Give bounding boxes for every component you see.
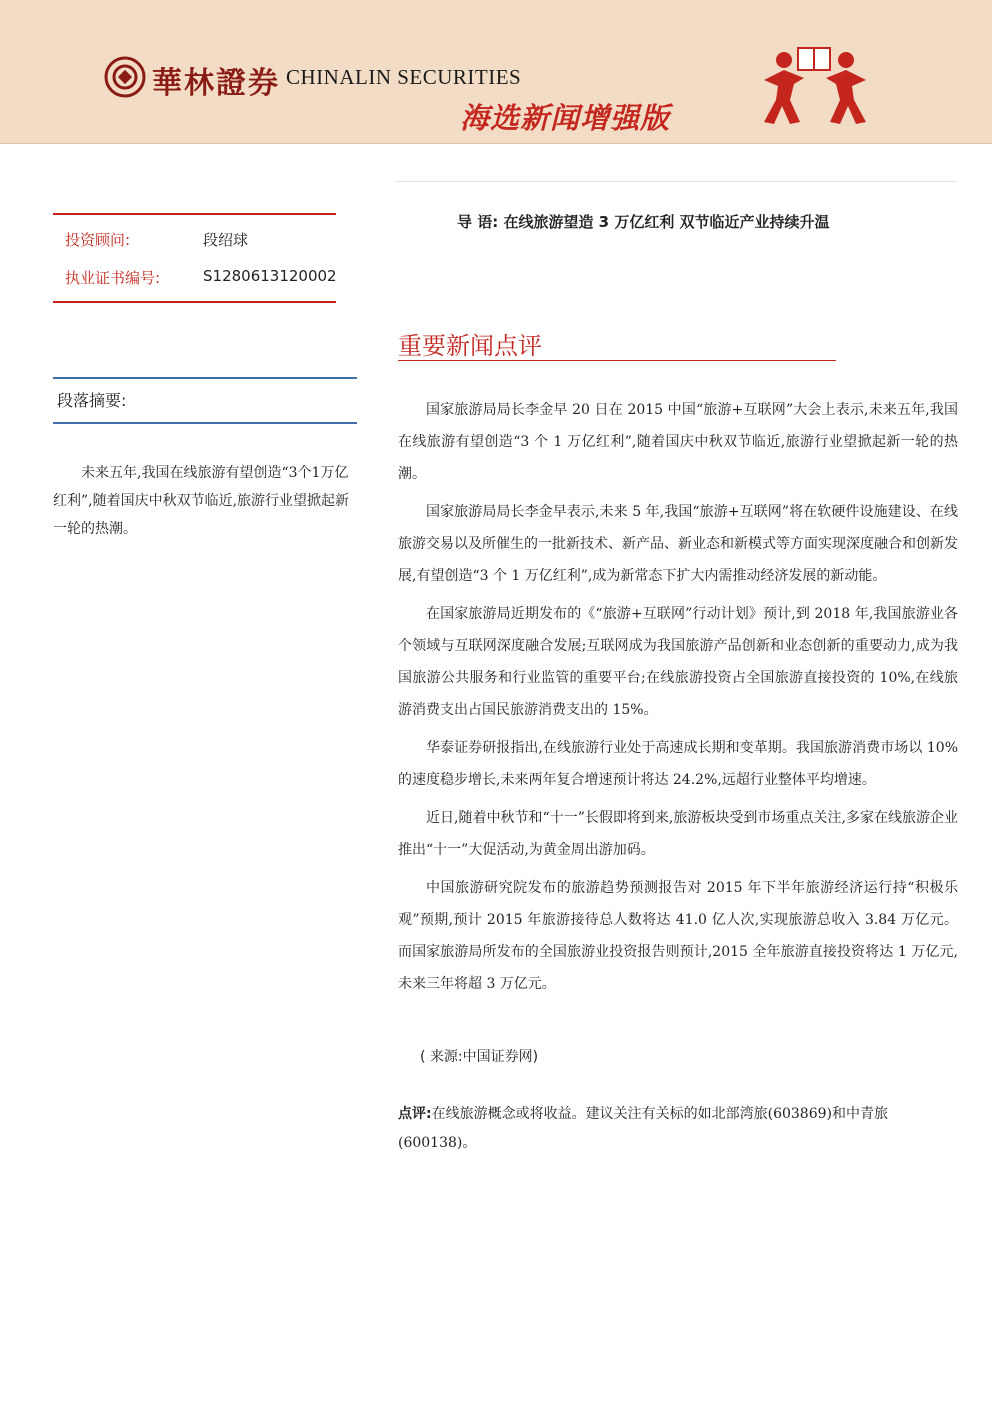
- article-paragraph: 近日,随着中秋节和“十一”长假即将到来,旅游板块受到市场重点关注,多家在线旅游企业推出“十一”大促活动,为黄金周出游加码。: [398, 810, 958, 858]
- header-band: [0, 0, 992, 144]
- advisor-info: [53, 213, 336, 303]
- comment-block: [398, 1100, 956, 1158]
- comment-text: 在线旅游概念或将收益。建议关注有关标的如北部湾旅(603869)和中青旅(600138)。: [398, 1106, 888, 1151]
- advisor-name-value: 段绍球: [203, 231, 249, 249]
- edition-title: 海选新闻增强版: [460, 101, 671, 135]
- top-divider: [395, 181, 957, 182]
- advisor-cert-row: [53, 253, 336, 291]
- comment-label: 点评:: [398, 1106, 432, 1122]
- company-name-en: CHINALIN SECURITIES: [286, 65, 522, 89]
- advisor-name-label: 投资顾问:: [65, 231, 131, 249]
- summary-box: [53, 377, 357, 543]
- summary-text: 未来五年,我国在线旅游有望创造“3个1万亿红利”,随着国庆中秋双节临近,旅游行业望掀起新一轮的热潮。: [53, 465, 350, 537]
- article-paragraph: 华泰证券研报指出,在线旅游行业处于高速成长期和变革期。我国旅游消费市场以 10%的速度稳步增长,未来两年复合增速预计将达 24.2%,远超行业整体平均增速。: [398, 740, 958, 788]
- news-source: ( 来源:中国证券网): [420, 1049, 539, 1065]
- advisor-name-row: [53, 215, 336, 253]
- article-paragraph: 国家旅游局局长李金早 20 日在 2015 中国“旅游+互联网”大会上表示,未来五年,我国在线旅游有望创造“3 个 1 万亿红利”,随着国庆中秋双节临近,旅游行业望掀起新一轮的热潮。: [398, 402, 958, 482]
- company-name-cn: 華林證券: [152, 66, 280, 101]
- summary-title: 段落摘要:: [57, 391, 127, 410]
- advisor-cert-label: 执业证书编号:: [65, 269, 161, 287]
- lead-headline: 导 语: 在线旅游望造 3 万亿红利 双节临近产业持续升温: [457, 213, 830, 231]
- advisor-bottom-rule: [53, 301, 336, 303]
- article-paragraph: 在国家旅游局近期发布的《“旅游+互联网”行动计划》预计,到 2018 年,我国旅游业各个领域与互联网深度融合发展;互联网成为我国旅游产品创新和业态创新的重要动力,成为我国旅游公共服务和行业监管的重要平台;在线旅游投资占全国旅游直接投资的 10%,在线旅游消费支出占国民旅游消费支出的 15%。: [398, 606, 958, 718]
- section-title-underline: [398, 360, 836, 361]
- article-paragraph: 中国旅游研究院发布的旅游趋势预测报告对 2015 年下半年旅游经济运行持“积极乐观”预期,预计 2015 年旅游接待总人数将达 41.0 亿人次,实现旅游总收入 3.84 万亿元。而国家旅游局所发布的全国旅游业投资报告则预计,2015 全年旅游直接投资将达 1 万亿元,未来三年将超 3 万亿元。: [398, 880, 958, 992]
- summary-bottom-rule: [53, 422, 357, 424]
- article-paragraph: 国家旅游局局长李金早表示,未来 5 年,我国“旅游+互联网”将在软硬件设施建设、在线旅游交易以及所催生的一批新技术、新产品、新业态和新模式等方面实现深度融合和创新发展,有望创造“3 个 1 万亿红利”,成为新常态下扩大内需推动经济发展的新动能。: [398, 504, 958, 584]
- section-title: 重要新闻点评: [398, 332, 542, 360]
- article-body: [398, 394, 958, 1006]
- chinalin-logo-icon: [104, 56, 146, 98]
- reading-figures-icon: [760, 44, 870, 126]
- advisor-cert-value: S1280613120002: [203, 267, 337, 285]
